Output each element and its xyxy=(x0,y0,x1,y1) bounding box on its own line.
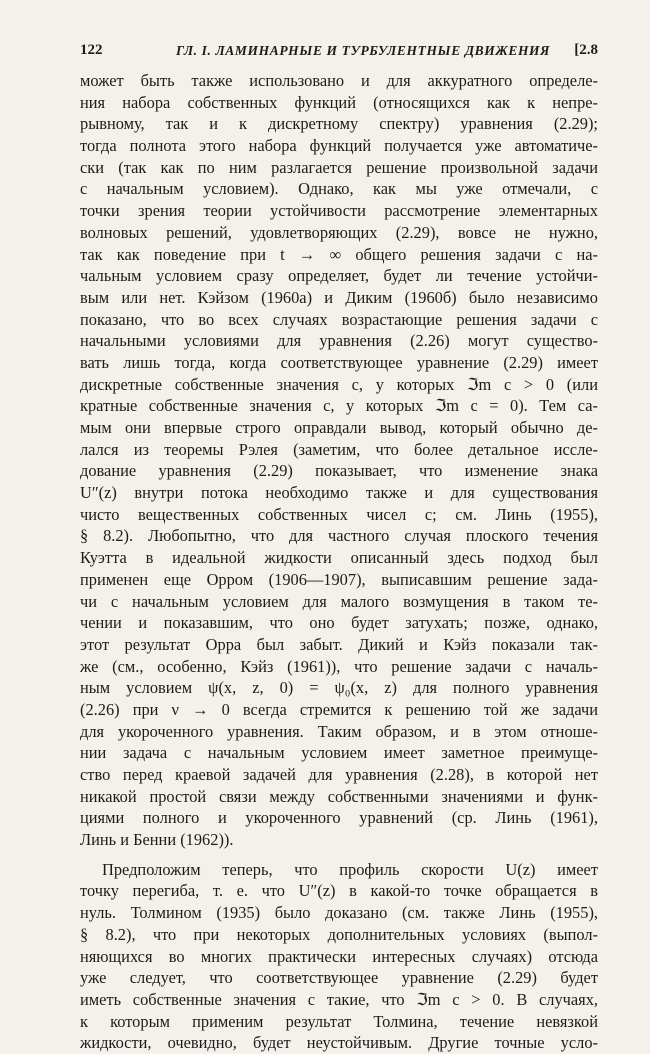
text-line: ным условием ψ(x, z, 0) = ψ₀(x, z) для полного уравнения xyxy=(80,678,598,698)
text-line: уже следует, что соответствующее уравнение (2.29) будет xyxy=(80,968,598,988)
text-line: Куэтта в идеальной жидкости описанный здесь подход был xyxy=(80,548,598,568)
text-line: начальными условиями для уравнения (2.26) могут существо- xyxy=(80,331,598,351)
running-header xyxy=(80,42,598,64)
text-line: с начальным условием). Однако, как мы уже отмечали, с xyxy=(80,179,598,199)
text-line: так как поведение при t → ∞ общего решения задачи с на- xyxy=(80,244,598,264)
page-number: 122 xyxy=(80,42,103,58)
page-body xyxy=(80,70,598,1054)
text-line: ство перед краевой задачей для уравнения (2.28), в которой нет xyxy=(80,765,598,784)
text-line: точку перегиба, т. е. что U″(z) в какой-то точке обращается в xyxy=(80,881,598,901)
text-line: § 8.2). Любопытно, что для частного случая плоского течения xyxy=(80,526,598,546)
text-line: дование уравнения (2.29) показывает, что изменение знака xyxy=(80,461,598,481)
text-line: чальным условием сразу определяет, будет ли течение устойчи- xyxy=(80,266,598,286)
text-line: чи с начальным условием для малого возмущения в таком те- xyxy=(80,591,598,611)
text-line: ски (так как по ним разлагается решение произвольной задачи xyxy=(80,157,598,177)
text-line: чении и показавшим, что оно будет затухать; позже, однако, xyxy=(80,613,598,633)
section-number: [2.8 xyxy=(574,42,598,58)
text-line: чисто вещественных собственных чисел c; см. Линь (1955), xyxy=(80,504,598,524)
paragraph-1 xyxy=(80,70,598,851)
running-title: ГЛ. I. ЛАМИНАРНЫЕ И ТУРБУЛЕНТНЫЕ ДВИЖЕНИЯ xyxy=(176,43,551,58)
text-line: мым они впервые строго оправдали вывод, который обычно де- xyxy=(80,418,598,437)
text-line: нуль. Толмином (1935) было доказано (см. также Линь (1955), xyxy=(80,903,598,923)
text-line: дискретные собственные значения c, у которых ℑm c > 0 (или xyxy=(80,374,598,394)
text-line: ния набора собственных функций (относящихся как к непре- xyxy=(80,92,598,112)
text-line: Линь и Бенни (1962)). xyxy=(80,830,234,850)
text-line: Предположим теперь, что профиль скорости U(z) имеет xyxy=(102,859,598,879)
text-line: никакой простой связи между собственными значениями и функ- xyxy=(80,786,598,806)
text-line: циями полного и укороченного уравнений (ср. Линь (1961), xyxy=(80,808,598,828)
text-line: U″(z) внутри потока необходимо также и для существования xyxy=(80,483,598,503)
text-line: же (см., особенно, Кэйз (1961)), что решение задачи с началь- xyxy=(80,656,598,676)
text-line: жидкости, очевидно, будет неустойчивым. Другие точные усло- xyxy=(80,1033,598,1053)
text-line: этот результат Орра был забыт. Дикий и Кэйз показали так- xyxy=(80,634,598,654)
text-line: вать лишь тогда, когда соответствующее уравнение (2.29) имеет xyxy=(80,352,598,372)
text-line: точки зрения теории устойчивости рассмотрение элементарных xyxy=(80,201,598,221)
text-line: (2.26) при ν → 0 всегда стремится к решению той же задачи xyxy=(80,699,598,719)
text-line: тогда полнота этого набора функций получается уже автоматиче- xyxy=(80,136,598,156)
text-line: нии задача с начальным условием имеет заметное преимуще- xyxy=(80,743,598,763)
text-line: иметь собственные значения c такие, что ℑm c > 0. В случаях, xyxy=(80,989,598,1009)
text-line: няющихся во многих практически интересных случаях) отсюда xyxy=(80,946,598,966)
text-line: показано, что во всех случаях возрастающие решения задачи с xyxy=(80,309,598,329)
text-line: рывному, так и к дискретному спектру) уравнения (2.29); xyxy=(80,114,598,134)
text-line: вым или нет. Кэйзом (1960а) и Диким (1960б) было независимо xyxy=(80,287,598,307)
text-line: волновых решений, удовлетворяющих (2.29), вовсе не нужно, xyxy=(80,222,598,242)
text-line: к которым применим результат Толмина, течение невязкой xyxy=(80,1011,598,1031)
text-line: применен еще Орром (1906—1907), выписавшим решение зада- xyxy=(80,569,598,589)
text-line: лался из теоремы Рэлея (заметим, что более детальное иссле- xyxy=(80,439,598,459)
text-line: может быть также использовано и для аккуратного определе- xyxy=(80,71,598,90)
paragraph-2 xyxy=(80,859,598,1054)
text-line: § 8.2), что при некоторых дополнительных условиях (выпол- xyxy=(80,924,598,944)
text-line: для укороченного уравнения. Таким образом, и в этом отноше- xyxy=(80,721,598,741)
text-line: кратные собственные значения c, у которых ℑm c = 0). Тем са- xyxy=(80,396,598,416)
